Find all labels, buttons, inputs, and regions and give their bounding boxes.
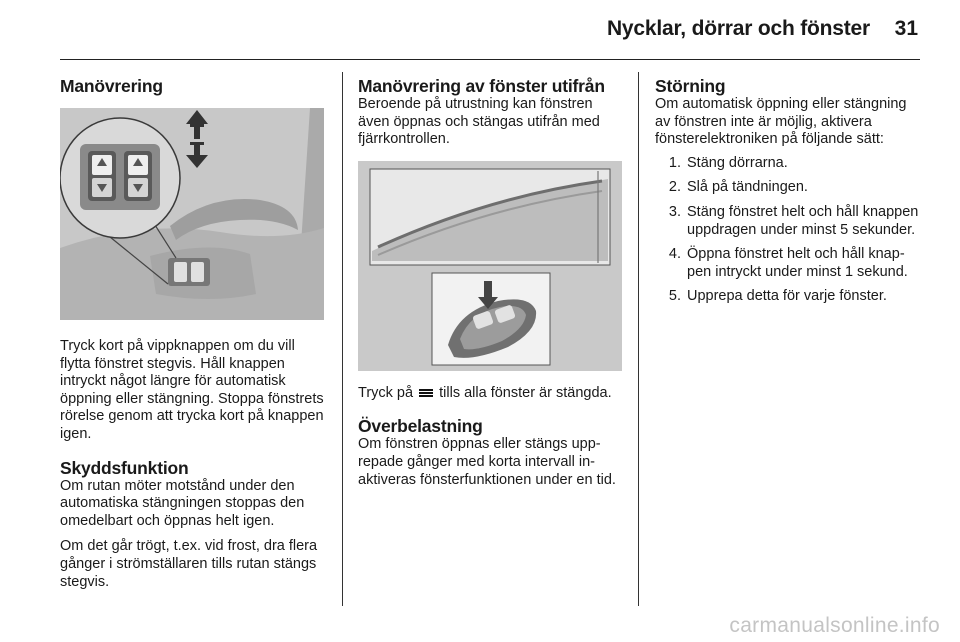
column-divider-right bbox=[638, 72, 639, 606]
protection-paragraph: Om rutan möter motstånd under den automatiska stängningen stoppas den omedelbart och öppnas helt igen. bbox=[60, 477, 305, 529]
window-switch-illustration bbox=[60, 108, 324, 320]
overload-paragraph: Om fönstren öppnas eller stängs upprepade gånger med korta intervall inaktiveras fönsterfunktionen under en tid. bbox=[358, 436, 616, 488]
column-2 bbox=[358, 76, 626, 489]
section-heading-remote-operation: Manövrering av fönster utifrån bbox=[358, 76, 605, 96]
lock-instruction-suffix: tills alla fönster är stängda. bbox=[439, 384, 612, 401]
remote-key-illustration bbox=[358, 161, 622, 371]
step-text: Stäng dörrarna. bbox=[687, 154, 788, 171]
column-3 bbox=[655, 76, 921, 313]
list-item bbox=[655, 204, 921, 239]
operation-paragraph: Tryck kort på vippknappen om du vill flytta fönstret stegvis. Håll knappen intryckt något längre för automatisk öppning eller stängning. Stoppa fönstrets rörelse genom att trycka kort på knappen igen. bbox=[60, 338, 324, 442]
step-text: Stäng fönstret helt och håll knappen uppdragen under minst 5 sekunder. bbox=[687, 203, 919, 238]
step-number: 5. bbox=[668, 288, 681, 305]
step-text: Öppna fönstret helt och håll knappen intryckt under minst 1 sekund. bbox=[687, 246, 908, 280]
list-item bbox=[655, 246, 921, 281]
section-heading-protection: Skyddsfunktion bbox=[60, 457, 189, 478]
watermark: carmanualsonline.info bbox=[729, 614, 940, 637]
malfunction-steps-list bbox=[655, 155, 921, 306]
step-number: 2. bbox=[668, 179, 681, 196]
lock-instruction-paragraph bbox=[358, 385, 626, 403]
page-header-title: Nycklar, dörrar och fönster bbox=[606, 17, 870, 40]
lock-icon bbox=[419, 388, 433, 398]
section-heading-overload: Överbelastning bbox=[358, 416, 483, 437]
list-item bbox=[655, 179, 921, 197]
step-text: Slå på tändningen. bbox=[687, 179, 808, 196]
step-number: 3. bbox=[668, 203, 681, 220]
list-item bbox=[655, 155, 921, 173]
list-item bbox=[655, 288, 921, 306]
malfunction-intro-paragraph: Om automatisk öppning eller stängning av fönstren inte är möjlig, aktivera fönsterelektroniken på följande sätt: bbox=[655, 96, 907, 148]
lock-instruction-prefix: Tryck på bbox=[358, 384, 414, 401]
column-1 bbox=[60, 76, 325, 591]
section-heading-malfunction: Störning bbox=[655, 76, 726, 96]
column-divider-left bbox=[342, 72, 343, 606]
section-heading-operation: Manövrering bbox=[60, 76, 163, 96]
protection-frost-paragraph: Om det går trögt, t.ex. vid frost, dra flera gånger i strömställaren tills rutan stängs stegvis. bbox=[60, 538, 318, 590]
step-number: 1. bbox=[668, 154, 681, 171]
step-text: Upprepa detta för varje fönster. bbox=[687, 288, 887, 305]
header-rule bbox=[60, 59, 920, 60]
step-number: 4. bbox=[668, 246, 681, 263]
page-number: 31 bbox=[894, 17, 918, 40]
remote-intro-paragraph: Beroende på utrustning kan fönstren även öppnas och stängas utifrån med fjärrkontrollen. bbox=[358, 96, 600, 148]
